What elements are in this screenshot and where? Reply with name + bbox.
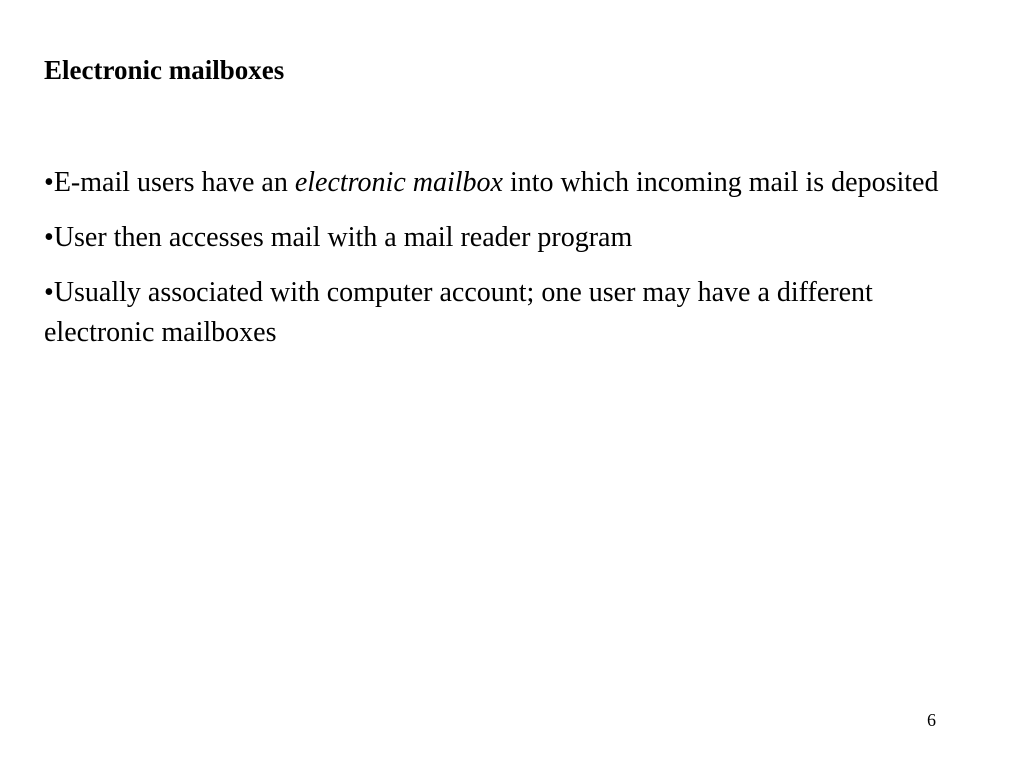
bullet-item-1 [44, 163, 984, 203]
bullet-item-3 [44, 273, 984, 353]
bullet-text-after: into which incoming mail is deposited [502, 167, 939, 198]
bullet-icon: • [44, 167, 54, 198]
bullet-text-before: E-mail users have an [53, 167, 295, 198]
bullet-text: User then accesses mail with a mail reader program [53, 222, 633, 253]
page-number: 6 [927, 710, 936, 730]
bullet-text: Usually associated with computer account; one user may have a different electronic mailboxes [44, 277, 873, 348]
bullet-list [44, 163, 984, 368]
bullet-icon: • [44, 277, 54, 308]
slide-title: Electronic mailboxes [44, 55, 285, 85]
bullet-icon: • [44, 222, 54, 253]
bullet-text-emphasis: electronic mailbox [294, 167, 503, 198]
bullet-item-2 [44, 218, 984, 258]
